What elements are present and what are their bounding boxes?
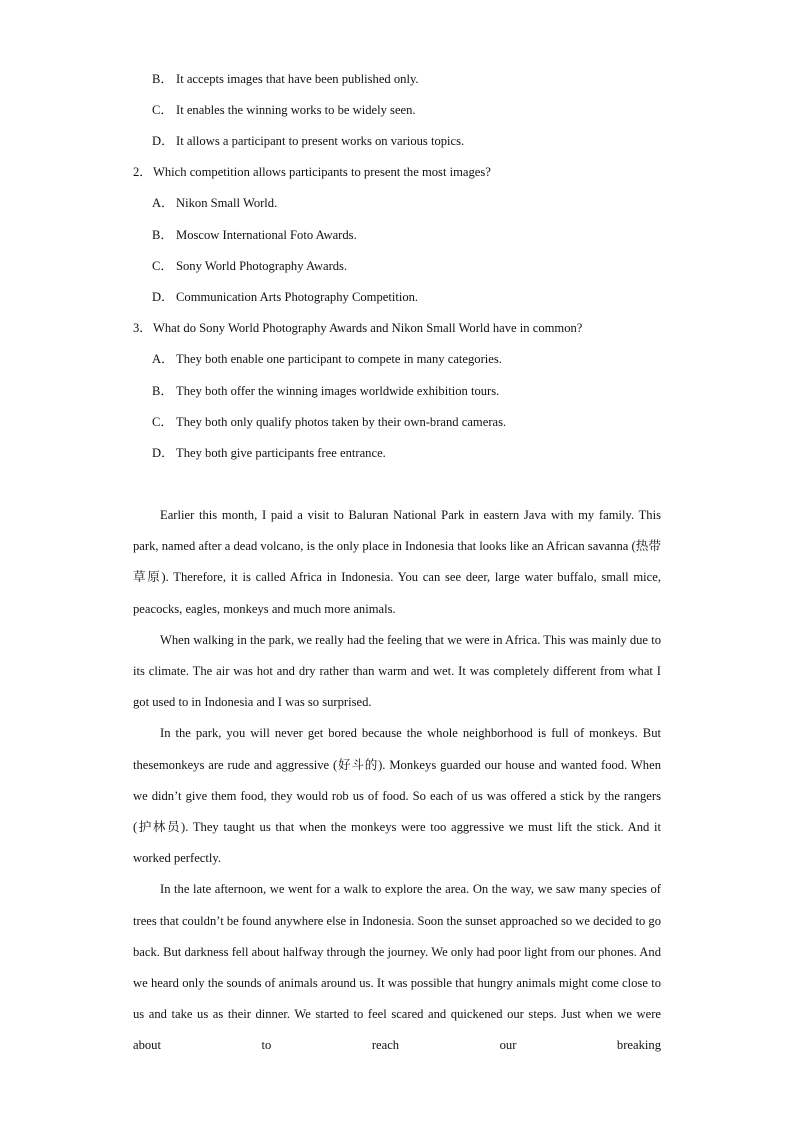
reading-passage [133,500,661,1062]
option-letter: C． [152,415,173,429]
option-letter: A． [152,352,174,366]
option-letter: C． [152,259,173,273]
option-text: It accepts images that have been published only. [176,72,419,86]
passage-paragraph-4: In the late afternoon, we went for a walk to explore the area. On the way, we saw many species of trees that couldn’t be found anywhere else in Indonesia. Soon the sunset approached so we decided to go back. But darkness fell about halfway through the journey. We only had poor light from our phones. And we heard only the sounds of animals around us. It was possible that hungry animals might come close to us and take us as their dinner. We started to feel scared and quickened our steps. Just when we were about to reach our breaking [133,882,661,1053]
option-letter: B． [152,228,173,242]
q3-option-b [152,380,499,399]
option-text: It allows a participant to present works on various topics. [176,134,465,148]
passage-paragraph-2: When walking in the park, we really had the feeling that we were in Africa. This was mainly due to its climate. The air was hot and dry rather than warm and wet. It was completely different from what I got used to in Indonesia and I was so surprised. [133,632,661,710]
q2-option-c [152,255,347,274]
option-text: Moscow International Foto Awards. [176,228,357,242]
option-letter: D． [152,446,174,460]
option-text: Nikon Small World. [176,196,278,210]
option-text: Communication Arts Photography Competition. [176,290,419,304]
option-letter: B． [152,72,173,86]
option-letter: D． [152,134,174,148]
option-text: It enables the winning works to be widely seen. [176,103,416,117]
question-number: 3． [133,321,152,335]
option-text: Sony World Photography Awards. [176,259,348,273]
option-letter: D． [152,290,174,304]
q2-option-d [152,286,418,305]
option-text: They both enable one participant to compete in many categories. [176,352,502,366]
question-2-stem [133,161,491,180]
option-text: They both offer the winning images worldwide exhibition tours. [176,384,500,398]
option-letter: B． [152,384,173,398]
question-3-stem [133,317,582,336]
q3-option-c [152,411,506,430]
q2-option-b [152,224,357,243]
option-text: They both give participants free entrance. [176,446,386,460]
q1-option-c [152,99,416,118]
question-number: 2． [133,165,152,179]
q1-option-b [152,68,419,87]
passage-paragraph-3: In the park, you will never get bored because the whole neighborhood is full of monkeys. But thesemonkeys are rude and aggressive (好斗的). Monkeys guarded our house and wanted food. When we didn’t give them food, they would rob us of food. So each of us was offered a stick by the rangers (护林员). They taught us that when the monkeys were too aggressive we must lift the stick. And it worked perfectly. [133,726,661,866]
q3-option-a [152,348,502,367]
q3-option-d [152,442,386,461]
question-text: What do Sony World Photography Awards and Nikon Small World have in common? [153,321,583,335]
question-text: Which competition allows participants to present the most images? [153,165,491,179]
q2-option-a [152,192,277,211]
option-text: They both only qualify photos taken by their own-brand cameras. [176,415,507,429]
option-letter: C． [152,103,173,117]
q1-option-d [152,130,464,149]
option-letter: A． [152,196,174,210]
passage-paragraph-1: Earlier this month, I paid a visit to Baluran National Park in eastern Java with my family. This park, named after a dead volcano, is the only place in Indonesia that looks like an African savanna (热带草原). Therefore, it is called Africa in Indonesia. You can see deer, large water buffalo, small mice, peacocks, eagles, monkeys and much more animals. [133,508,661,616]
